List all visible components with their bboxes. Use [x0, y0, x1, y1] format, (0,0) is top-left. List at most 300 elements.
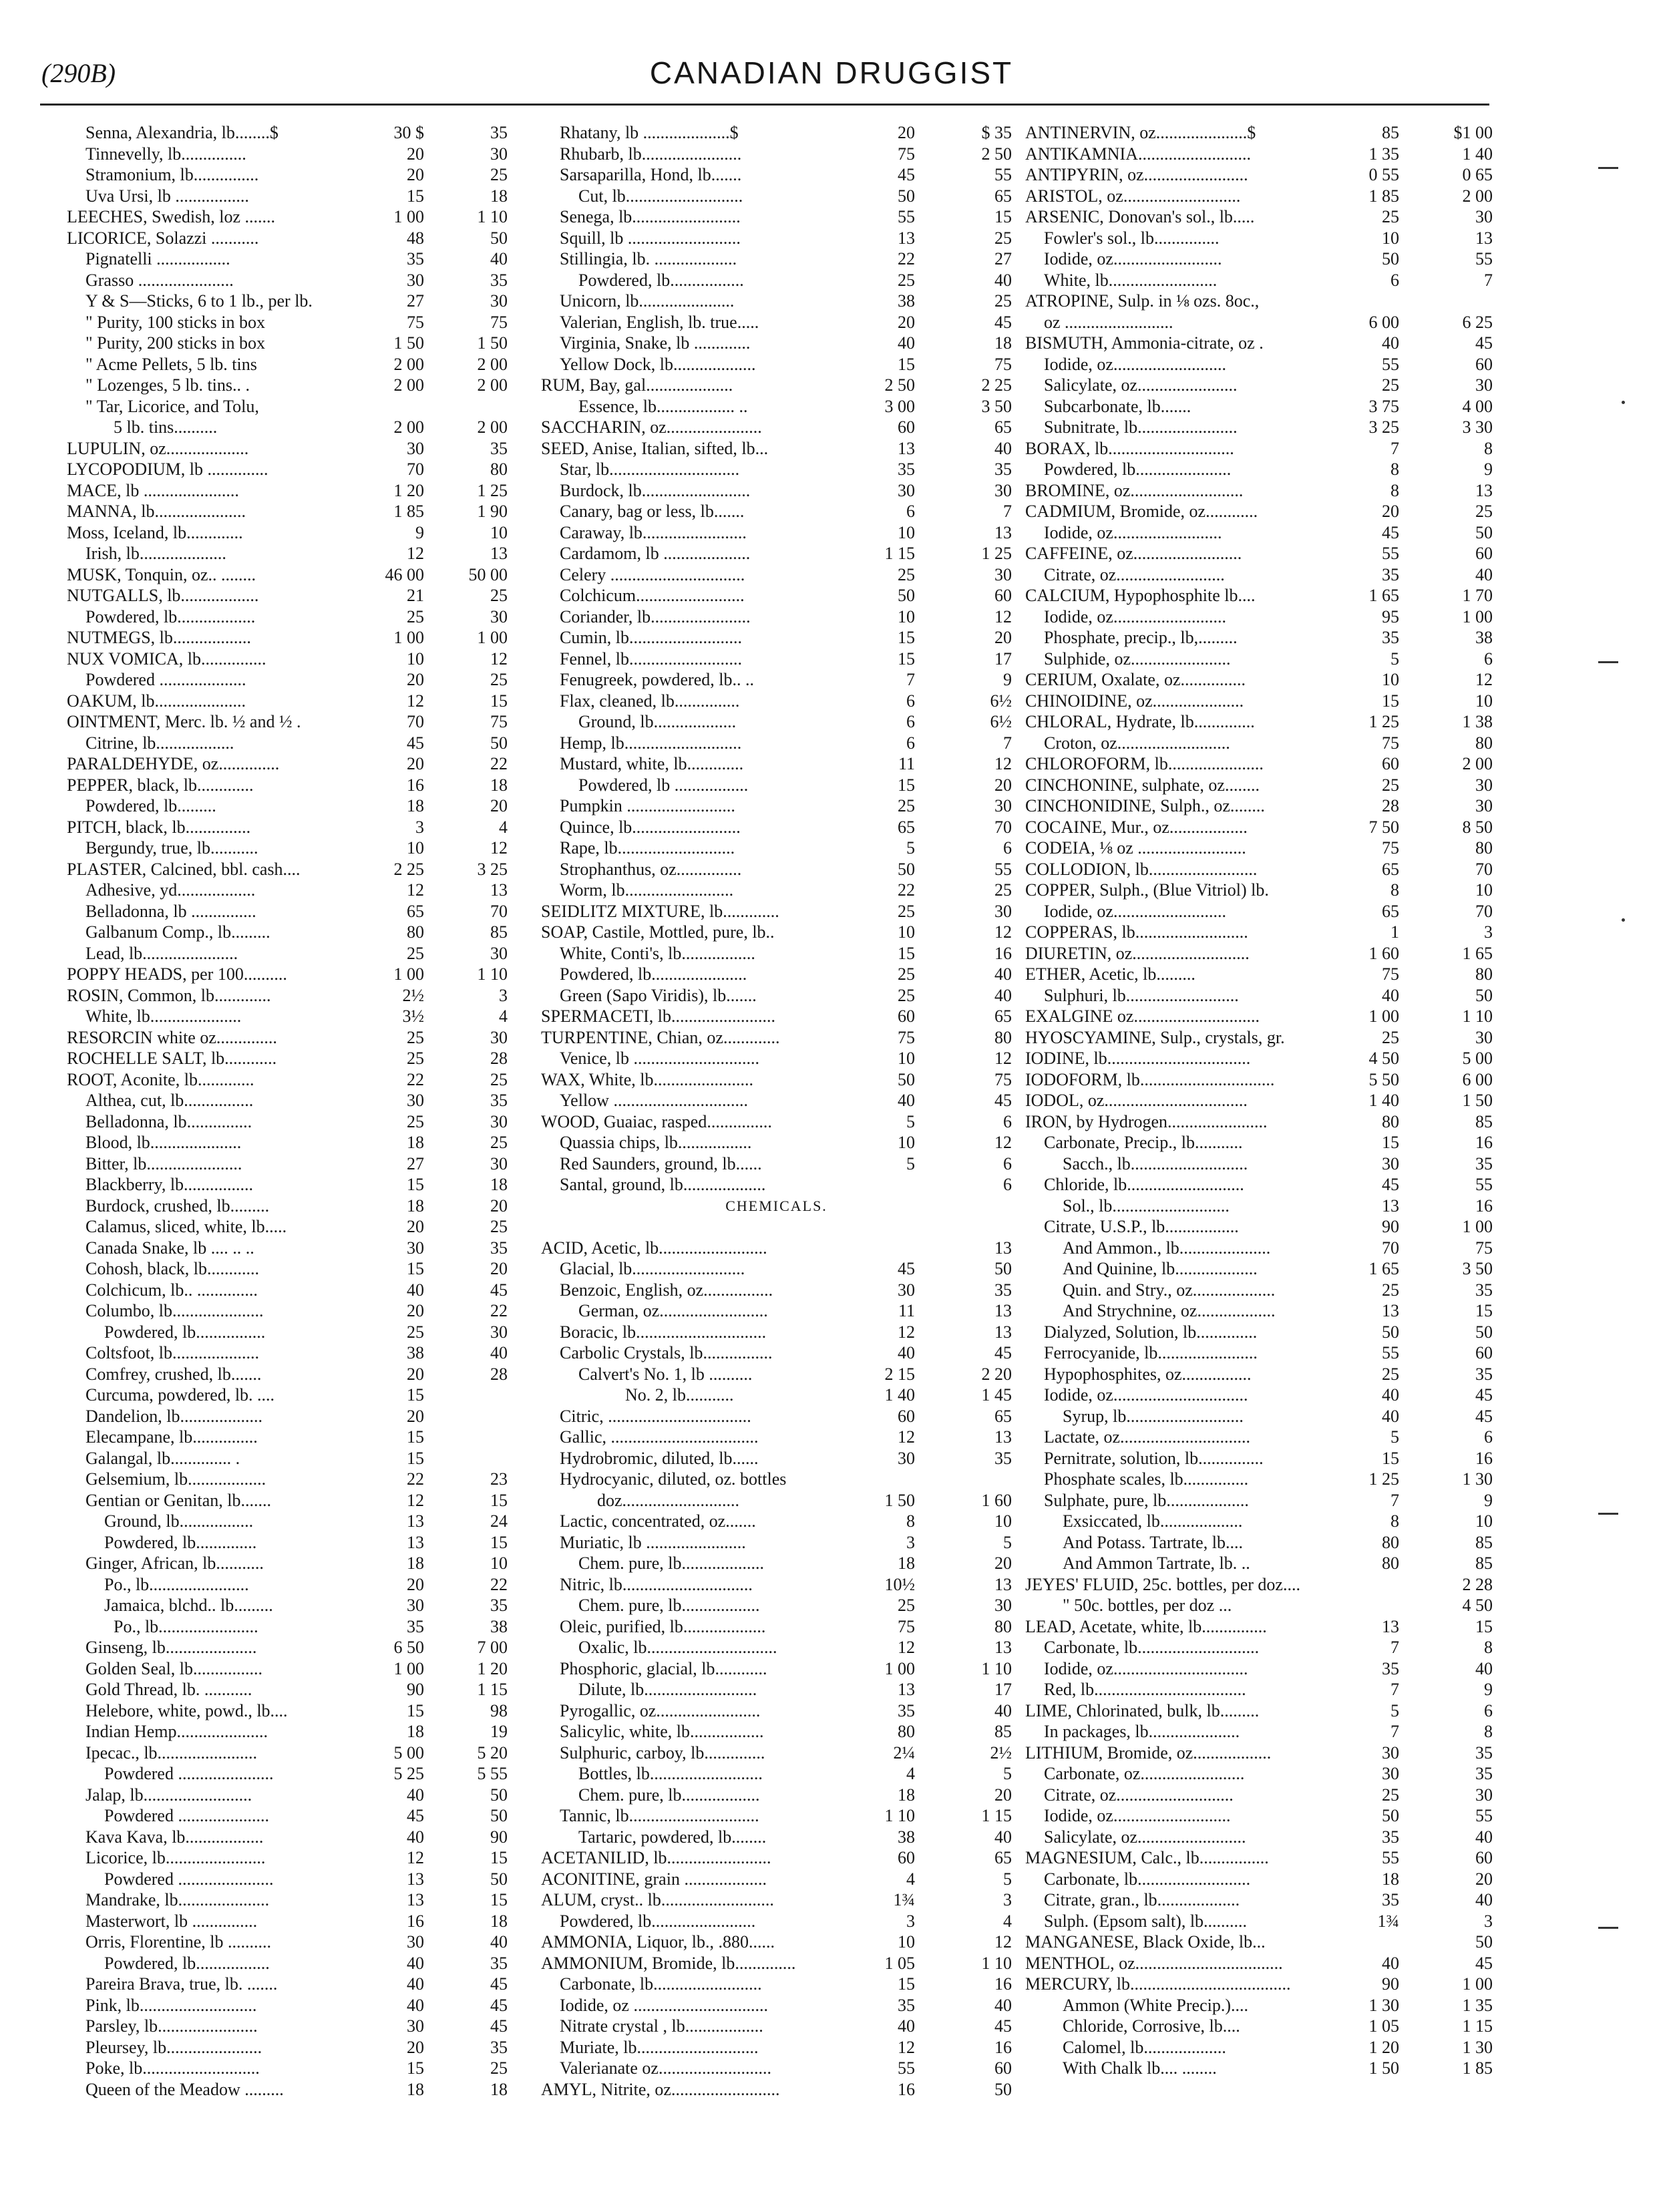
price-high: 3: [1003, 1890, 1012, 1909]
price-row: [67, 649, 508, 670]
price-row: [541, 1469, 1012, 1490]
price-row: [67, 1637, 508, 1658]
price-low: 35: [898, 1995, 915, 2015]
item-name: Helebore, white, powd., lb....: [85, 1700, 288, 1720]
price-low: 3½: [402, 1006, 424, 1026]
price-row: [67, 1427, 508, 1448]
price-row: [67, 501, 508, 522]
item-name: Adhesive, yd..................: [85, 880, 256, 900]
price-low: 28: [1382, 796, 1399, 815]
price-low: 10: [1382, 228, 1399, 248]
price-low: 25: [1382, 775, 1399, 795]
price-low: 30: [407, 270, 424, 290]
price-row: [1025, 1006, 1493, 1027]
item-name: ETHER, Acetic, lb.........: [1025, 964, 1195, 984]
price-low: 20: [407, 670, 424, 689]
price-high: 16: [1475, 1448, 1493, 1468]
item-name: And Ammon., lb.....................: [1063, 1238, 1271, 1258]
item-name: Calomel, lb...................: [1063, 2037, 1226, 2057]
price-high: 80: [1475, 838, 1493, 858]
price-row: [541, 1111, 1012, 1133]
price-high: 50: [994, 2079, 1012, 2099]
item-name: With Chalk lb.... ........: [1063, 2058, 1217, 2078]
item-name: IODINE, lb.................................: [1025, 1049, 1251, 1068]
item-name: Gentian or Genitan, lb.......: [85, 1490, 271, 1510]
price-row: [67, 1827, 508, 1848]
item-name: Dialyzed, Solution, lb..............: [1044, 1322, 1258, 1342]
price-row: [67, 1658, 508, 1680]
price-row: [541, 1574, 1012, 1596]
price-high: 45: [1475, 1406, 1493, 1426]
price-low: 1: [1391, 922, 1399, 942]
item-name: Mustard, white, lb.............: [560, 754, 744, 773]
item-name: Tartaric, powdered, lb........: [578, 1827, 767, 1847]
price-low: 55: [1382, 544, 1399, 563]
price-row: [541, 1174, 1012, 1195]
item-name: Celery ...............................: [560, 564, 745, 584]
price-low: 16: [898, 2079, 915, 2099]
price-high: 8: [1484, 1638, 1493, 1657]
price-high: 4: [499, 1006, 508, 1026]
item-name: Tinnevelly, lb...............: [85, 144, 246, 164]
item-name: NUTMEGS, lb..................: [67, 628, 251, 647]
price-high: 13: [490, 544, 508, 563]
price-high: 80: [994, 1027, 1012, 1047]
price-low: 80: [1382, 1111, 1399, 1131]
price-row: [1025, 1216, 1493, 1238]
price-high: 55: [1475, 1175, 1493, 1194]
price-row: [541, 2037, 1012, 2058]
price-row: [1025, 2016, 1493, 2037]
item-name: Subnitrate, lb.......................: [1044, 417, 1238, 437]
item-name: Citrate, gran., lb...................: [1044, 1890, 1240, 1909]
price-high: 40: [994, 964, 1012, 984]
item-name: Unicorn, lb......................: [560, 291, 735, 311]
price-row: [1025, 1553, 1493, 1574]
price-low: 2 15: [884, 1364, 915, 1384]
item-name: COCAINE, Mur., oz..................: [1025, 817, 1248, 837]
price-row: [67, 206, 508, 228]
price-row: [541, 1847, 1012, 1869]
price-row: [67, 1385, 508, 1406]
price-low: 3: [415, 817, 424, 837]
price-high: 60: [1475, 544, 1493, 563]
price-low: 1 00: [393, 207, 424, 226]
price-low: 18: [407, 2079, 424, 2099]
price-high: 25: [490, 165, 508, 184]
item-name: Gelsemium, lb..................: [85, 1469, 266, 1489]
price-low: 25: [898, 796, 915, 815]
item-name: Powdered, lb......................: [1044, 459, 1232, 479]
item-name: Chloride, lb...........................: [1044, 1175, 1244, 1194]
price-high: 70: [490, 901, 508, 921]
price-high: 9: [1484, 1490, 1493, 1510]
price-row: [541, 1258, 1012, 1280]
price-high: 1 15: [981, 1806, 1012, 1825]
price-low: 12: [407, 1848, 424, 1867]
price-low: 40: [898, 1343, 915, 1362]
price-low: 20: [407, 754, 424, 773]
price-high: 10: [1475, 1511, 1493, 1531]
item-name: Pignatelli .................: [85, 249, 230, 268]
price-row: [1025, 1111, 1493, 1133]
price-high: 5: [1003, 1869, 1012, 1889]
price-row: [1025, 795, 1493, 817]
price-high: 1 38: [1462, 712, 1493, 731]
price-high: 70: [1475, 901, 1493, 921]
price-row: [1025, 753, 1493, 775]
price-row: [1025, 649, 1493, 670]
item-name: Pernitrate, solution, lb...............: [1044, 1448, 1264, 1468]
price-row: [1025, 1511, 1493, 1532]
price-low: 40: [1382, 1406, 1399, 1426]
item-name: Ginseng, lb.....................: [85, 1638, 257, 1657]
price-high: 28: [490, 1364, 508, 1384]
price-high: 10: [994, 1511, 1012, 1531]
item-name: ALUM, cryst.. lb..........................: [541, 1890, 774, 1909]
price-low: 48: [407, 228, 424, 248]
price-column-2: [541, 122, 1012, 2100]
price-high: 23: [490, 1469, 508, 1489]
price-low: 60: [898, 417, 915, 437]
price-row: [67, 1785, 508, 1806]
price-low: 15: [407, 1259, 424, 1278]
price-high: 10: [1475, 691, 1493, 711]
price-row: [67, 459, 508, 480]
price-row: [1025, 1827, 1493, 1848]
item-name: Santal, ground, lb...................: [560, 1175, 766, 1194]
price-high: 85: [1475, 1553, 1493, 1573]
price-low: 90: [407, 1680, 424, 1699]
price-low: 7: [1391, 438, 1399, 458]
price-row: [67, 1974, 508, 1995]
price-high: 70: [994, 817, 1012, 837]
price-low: 1 05: [884, 1953, 915, 1973]
price-low: 35: [407, 249, 424, 268]
price-row: [1025, 922, 1493, 943]
price-high: 35: [1475, 1364, 1493, 1384]
price-row: [1025, 985, 1493, 1006]
price-high: 4: [499, 817, 508, 837]
price-row: [67, 1490, 508, 1511]
price-high: 5: [1003, 1764, 1012, 1783]
price-high: 45: [994, 1343, 1012, 1362]
price-high: 24: [490, 1511, 508, 1531]
item-name: Salicylate, oz.......................: [1044, 375, 1238, 395]
price-high: 20: [490, 796, 508, 815]
price-row: [541, 1385, 1012, 1406]
item-name: ARISTOL, oz...........................: [1025, 186, 1241, 206]
price-high: 30: [490, 1153, 508, 1173]
price-low: 20: [407, 144, 424, 164]
price-low: 1 00: [393, 964, 424, 984]
price-high: 17: [994, 649, 1012, 669]
price-high: 35: [490, 1091, 508, 1110]
price-low: 10: [898, 922, 915, 942]
item-name: No. 2, lb...........: [625, 1385, 734, 1405]
item-name: Galbanum Comp., lb.........: [85, 922, 270, 942]
price-low: 40: [1382, 1953, 1399, 1973]
price-low: 15: [1382, 1448, 1399, 1468]
item-name: Ferrocyanide, lb.......................: [1044, 1343, 1258, 1362]
item-name: Bergundy, true, lb...........: [85, 838, 258, 858]
price-low: 13: [898, 438, 915, 458]
price-high: 13: [994, 522, 1012, 542]
price-high: 7 00: [477, 1638, 508, 1657]
item-name: Rhubarb, lb.......................: [560, 144, 742, 164]
price-row: [1025, 1280, 1493, 1301]
item-name: Dilute, lb..........................: [578, 1680, 757, 1699]
price-low: 22: [898, 249, 915, 268]
price-high: 65: [994, 1848, 1012, 1867]
item-name: White, Conti's, lb.................: [560, 943, 755, 963]
price-high: 6: [1003, 1175, 1012, 1194]
price-high: 35: [490, 1953, 508, 1973]
item-name: Burdock, lb.........................: [560, 480, 751, 500]
price-low: 25: [898, 270, 915, 290]
price-row: [67, 1847, 508, 1869]
price-row: [67, 2058, 508, 2079]
price-low: 60: [898, 1006, 915, 1026]
price-row: [541, 1785, 1012, 1806]
item-name: Gallic, ..................................: [560, 1427, 759, 1447]
price-row: [67, 1195, 508, 1217]
price-row: [541, 1216, 1012, 1238]
price-row: [541, 1553, 1012, 1574]
price-row: [67, 1153, 508, 1175]
price-high: 50: [490, 733, 508, 753]
price-row: [1025, 1300, 1493, 1322]
price-high: 8: [1484, 438, 1493, 458]
price-high: 12: [994, 1932, 1012, 1952]
price-low: 7: [1391, 1722, 1399, 1741]
price-low: 60: [898, 1406, 915, 1426]
price-low: 8: [1391, 480, 1399, 500]
price-low: 5: [906, 1111, 915, 1131]
price-row: [67, 1553, 508, 1574]
price-low: 3 75: [1368, 396, 1399, 416]
price-high: 40: [994, 1700, 1012, 1720]
price-row: [67, 248, 508, 270]
price-low: 22: [407, 1469, 424, 1489]
price-row: [541, 1195, 1012, 1217]
price-low: 25: [407, 606, 424, 626]
price-low: 10½: [884, 1574, 915, 1594]
price-row: [1025, 606, 1493, 628]
item-name: Powdered, lb.................: [104, 1953, 270, 1973]
item-name: Red Saunders, ground, lb......: [560, 1153, 762, 1173]
price-row: [1025, 1532, 1493, 1553]
price-high: 38: [1475, 628, 1493, 647]
price-row: [541, 1931, 1012, 1953]
price-high: 3: [499, 985, 508, 1005]
price-low: 5: [906, 1153, 915, 1173]
price-high: 5 55: [477, 1764, 508, 1783]
price-row: [541, 417, 1012, 438]
item-name: German, oz.........................: [578, 1301, 768, 1320]
item-name: oz .........................: [1044, 312, 1173, 332]
price-high: 1 10: [1462, 1006, 1493, 1026]
price-high: 55: [1475, 249, 1493, 268]
price-high: 1 70: [1462, 586, 1493, 605]
price-low: 40: [407, 1280, 424, 1300]
price-high: 75: [490, 712, 508, 731]
item-name: Muriate, lb............................: [560, 2037, 759, 2057]
price-high: 35: [490, 123, 508, 142]
price-row: [541, 753, 1012, 775]
price-row: [67, 817, 508, 838]
price-row: [541, 1090, 1012, 1111]
price-high: 45: [994, 312, 1012, 332]
price-low: 75: [1382, 838, 1399, 858]
item-name: Yellow ...............................: [560, 1091, 748, 1110]
item-name: NUX VOMICA, lb...............: [67, 649, 266, 669]
price-row: [1025, 1785, 1493, 1806]
price-high: 25: [490, 1217, 508, 1236]
price-low: 15: [898, 354, 915, 374]
price-low: 13: [407, 1532, 424, 1552]
price-low: 25: [898, 564, 915, 584]
price-high: 30: [1475, 207, 1493, 226]
item-name: CAFFEINE, oz.........................: [1025, 544, 1242, 563]
price-low: 12: [898, 1322, 915, 1342]
item-name: Pareira Brava, true, lb. .......: [85, 1974, 278, 1994]
price-high: 1 00: [477, 628, 508, 647]
price-row: [1025, 396, 1493, 417]
price-row: [541, 228, 1012, 249]
price-row: [541, 1721, 1012, 1742]
price-low: 1 00: [393, 1658, 424, 1678]
price-low: 80: [1382, 1532, 1399, 1552]
price-low: 1¾: [893, 1890, 915, 1909]
price-low: 30: [1382, 1764, 1399, 1783]
price-row: [541, 1280, 1012, 1301]
price-high: $1 00: [1453, 123, 1493, 142]
item-name: RESORCIN white oz..............: [67, 1027, 277, 1047]
item-name: Ammon (White Precip.)....: [1063, 1995, 1248, 2015]
price-high: 60: [1475, 1343, 1493, 1362]
price-high: 16: [994, 2037, 1012, 2057]
price-low: 65: [407, 901, 424, 921]
price-row: [67, 1006, 508, 1027]
item-name: MACE, lb ......................: [67, 480, 239, 500]
price-high: 35: [994, 1448, 1012, 1468]
price-high: 18: [490, 186, 508, 206]
item-name: Quince, lb.........................: [560, 817, 741, 837]
price-low: 45: [1382, 522, 1399, 542]
item-name: And Potass. Tartrate, lb....: [1063, 1532, 1243, 1552]
item-name: Tannic, lb..............................: [560, 1806, 759, 1825]
price-row: [541, 733, 1012, 754]
price-high: 45: [490, 2016, 508, 2036]
price-row: [541, 2058, 1012, 2079]
item-name: Phosphoric, glacial, lb............: [560, 1658, 767, 1678]
price-high: 25: [490, 586, 508, 605]
price-high: 45: [1475, 333, 1493, 353]
price-low: 10: [898, 1049, 915, 1068]
price-low: 8: [906, 1511, 915, 1531]
price-row: [1025, 1406, 1493, 1427]
price-low: 1 15: [884, 544, 915, 563]
price-low: 18: [407, 1722, 424, 1741]
price-high: 30: [1475, 1027, 1493, 1047]
price-high: 2 28: [1462, 1574, 1493, 1594]
item-name: PLASTER, Calcined, bbl. cash....: [67, 859, 301, 879]
item-name: MERCURY, lb.....................................: [1025, 1974, 1291, 1994]
price-row: [541, 1132, 1012, 1153]
price-low: 30: [898, 1448, 915, 1468]
item-name: WAX, White, lb.......................: [541, 1069, 753, 1089]
price-high: 5 00: [1462, 1049, 1493, 1068]
price-low: 85: [1382, 123, 1399, 142]
price-row: [541, 438, 1012, 459]
item-name: Sulph. (Epsom salt), lb..........: [1044, 1911, 1248, 1931]
price-row: [67, 2016, 508, 2037]
price-low: 10: [898, 1133, 915, 1152]
item-name: Gold Thread, lb. ...........: [85, 1680, 252, 1699]
price-row: [67, 1953, 508, 1974]
item-name: Iodide, oz.........................: [1044, 249, 1222, 268]
price-high: 6: [1484, 649, 1493, 669]
price-high: 18: [490, 775, 508, 795]
item-name: Quin. and Stry., oz...................: [1063, 1280, 1276, 1300]
price-low: 25: [898, 964, 915, 984]
price-row: [541, 691, 1012, 712]
price-row: [541, 1511, 1012, 1532]
price-row: [67, 375, 508, 396]
price-low: 65: [1382, 859, 1399, 879]
price-high: 30: [994, 901, 1012, 921]
item-name: MANNA, lb.....................: [67, 502, 246, 521]
price-high: 30: [490, 1322, 508, 1342]
item-name: Stramonium, lb...............: [85, 165, 259, 184]
item-name: Carbonate, lb............................: [1044, 1638, 1260, 1657]
price-row: [67, 1595, 508, 1616]
item-name: In packages, lb.....................: [1044, 1722, 1240, 1741]
price-low: 5 50: [1368, 1069, 1399, 1089]
price-low: 15: [407, 1175, 424, 1194]
price-high: 1 85: [1462, 2058, 1493, 2078]
price-high: 10: [490, 1553, 508, 1573]
item-name: Phosphate, precip., lb,.........: [1044, 628, 1238, 647]
price-row: [1025, 1490, 1493, 1511]
item-name: WOOD, Guaiac, rasped...............: [541, 1111, 772, 1131]
price-low: 4: [906, 1764, 915, 1783]
price-low: 40: [1382, 333, 1399, 353]
price-high: 7: [1003, 733, 1012, 753]
item-name: Hypophosphites, oz................: [1044, 1364, 1252, 1384]
price-low: 6: [1391, 270, 1399, 290]
price-high: 30: [490, 943, 508, 963]
price-low: 10: [898, 522, 915, 542]
price-low: 30: [407, 1238, 424, 1258]
price-low: 38: [407, 1343, 424, 1362]
price-low: 3 00: [884, 396, 915, 416]
item-name: Canada Snake, lb .... .. ..: [85, 1238, 254, 1258]
item-name: PITCH, black, lb...............: [67, 817, 251, 837]
price-high: 27: [994, 249, 1012, 268]
price-low: 1 60: [1368, 943, 1399, 963]
price-low: 25: [407, 1027, 424, 1047]
price-high: 12: [490, 649, 508, 669]
item-name: Sulphate, pure, lb...................: [1044, 1490, 1249, 1510]
price-row: [541, 901, 1012, 922]
price-low: 1 50: [1368, 2058, 1399, 2078]
item-name: Glacial, lb..........................: [560, 1259, 745, 1278]
item-name: Caraway, lb........................: [560, 522, 747, 542]
price-low: 30: [407, 1091, 424, 1110]
price-high: 40: [994, 985, 1012, 1005]
